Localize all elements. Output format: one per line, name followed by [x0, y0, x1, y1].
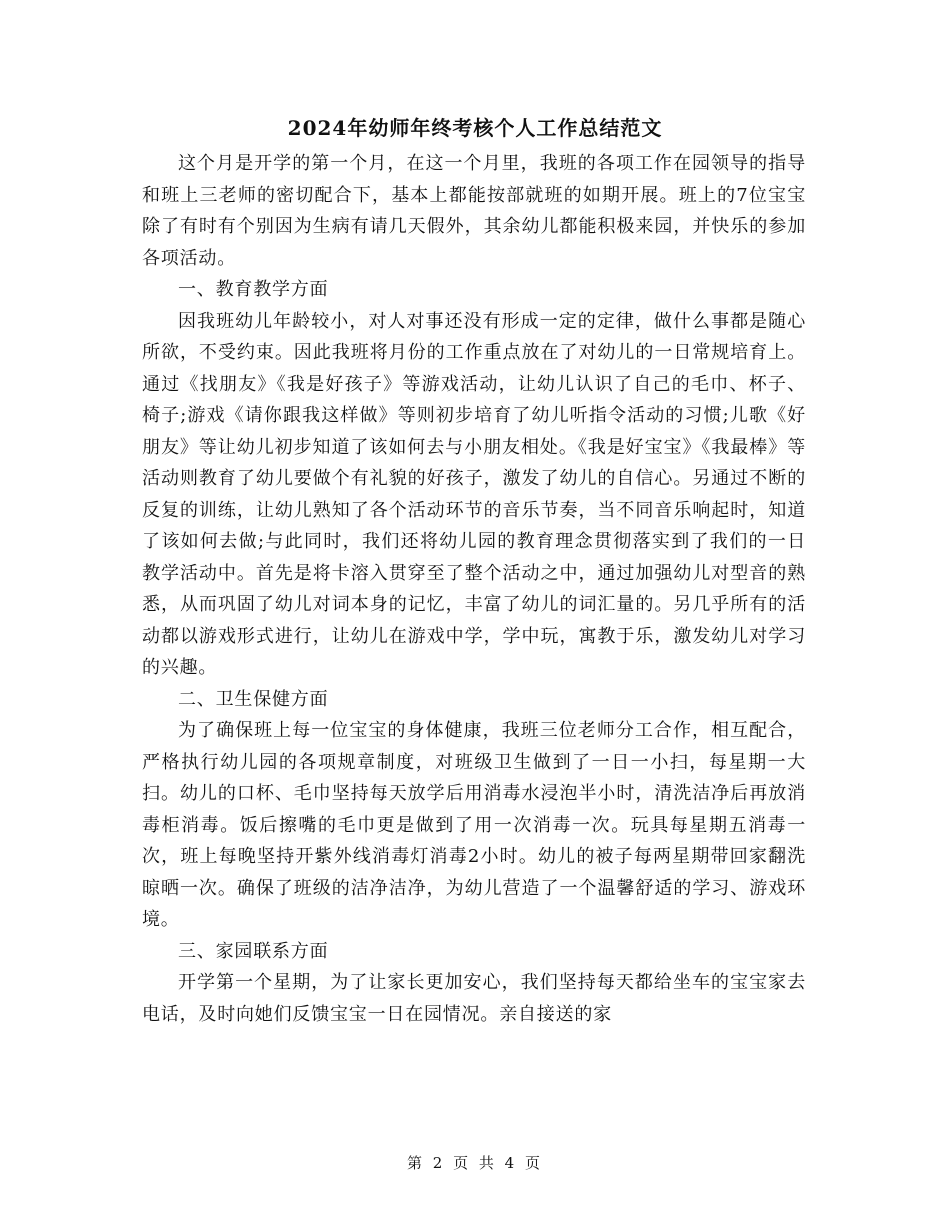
paragraph-home-school: 开学第一个星期，为了让家长更加安心，我们坚持每天都给坐车的宝宝家去电话，及时向她们反馈宝宝一日在园情况。亲自接送的家: [142, 972, 806, 1025]
paragraph-intro: 这个月是开学的第一个月，在这一个月里，我班的各项工作在园领导的指导和班上三老师的密切配合下，基本上都能按部就班的如期开展。班上的7位宝宝除了有时有个别因为生病有请几天假外，其余幼儿都能积极来园，并快乐的参加各项活动。: [142, 153, 806, 269]
document-title: 2024年幼师年终考核个人工作总结范文: [287, 116, 663, 140]
document-body: [142, 148, 806, 1030]
section-heading-hygiene: 二、卫生保健方面: [178, 688, 329, 710]
section-heading-home-school: 三、家园联系方面: [178, 940, 329, 962]
page-number: 第 2 页 共 4 页: [407, 1154, 543, 1172]
section-heading-teaching: 一、教育教学方面: [178, 279, 329, 300]
paragraph-teaching: 因我班幼儿年龄较小，对人对事还没有形成一定的定律，做什么事都是随心所欲，不受约束。因此我班将月份的工作重点放在了对幼儿的一日常规培育上。通过《找朋友》《我是好孩子》等游戏活动，让幼儿认识了自己的毛巾、杯子、椅子;游戏《请你跟我这样做》等则初步培育了幼儿听指令活动的习惯;儿歌《好朋友》等让幼儿初步知道了该如何去与小朋友相处。《我是好宝宝》《我最棒》等活动则教育了幼儿要做个有礼貌的好孩子，激发了幼儿的自信心。另通过不断的反复的训练，让幼儿熟知了各个活动环节的音乐节奏，当不同音乐响起时，知道了该如何去做;与此同时，我们还将幼儿园的教育理念贯彻落实到了我们的一日教学活动中。首先是将卡溶入贯穿至了整个活动之中，通过加强幼儿对型音的熟悉，从而巩固了幼儿对词本身的记忆，丰富了幼儿的词汇量的。另几乎所有的活动都以游戏形式进行，让幼儿在游戏中学，学中玩，寓教于乐，激发幼儿对学习的兴趣。: [142, 310, 806, 678]
paragraph-hygiene: 为了确保班上每一位宝宝的身体健康，我班三位老师分工合作，相互配合，严格执行幼儿园的各项规章制度，对班级卫生做到了一日一小扫，每星期一大扫。幼儿的口杯、毛巾坚持每天放学后用消毒水浸泡半小时，清洗洁净后再放消毒柜消毒。饭后擦嘴的毛巾更是做到了用一次消毒一次。玩具每星期五消毒一次，班上每晚坚持开紫外线消毒灯消毒2小时。幼儿的被子每两星期带回家翻洗晾晒一次。确保了班级的洁净洁净，为幼儿营造了一个温馨舒适的学习、游戏环境。: [142, 720, 806, 930]
